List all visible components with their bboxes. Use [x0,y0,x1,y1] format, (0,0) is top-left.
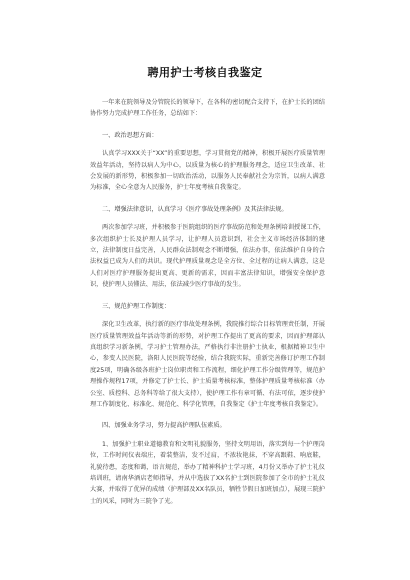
section-heading-study: 四、加强业务学习，努力提高护理队伍素质。 [102,422,226,430]
politics-paragraph: 认真学习XXX关于“XX”的重要思想，学习贯彻党的精神，积极开展医疗质量管理效益年活动，坚持以病人为中心，以质量为核心的护理服务理念，适应卫生改革、社会发展的新形势，积极参加一切政治活动，以服务人民奉献社会为宗旨，以病人满意为标准，全心全意为人民服务，护士年度考核自我鉴定。 [90,150,325,192]
section-heading-law: 二、增强法律意识，认真学习《医疗事故处理条例》及其法律法规。 [102,205,288,213]
document-body [90,97,325,507]
rules-paragraph: 深化卫生改革，执行新的医疗事故处理条例，我院推行综合目标管理责任制，开展医疗质量管理效益年活动等新的形势，对护理工作提出了更高的要求，因而护理部认真组织学习新条例，学习护士管理办法，严格执行非注册护士执业，根据精神卫生中心，参变人民医院，洛阳人民医院等经验，结合我院实际，重新完善修订护理工作制度25项，明确各级各班护士岗位职责和工作流程，细化护理工作分级管理等，规范护理操作规程17项，并修定了护士长、护士质量考核标准，整体护理质量考核标准（办公室、质控科、总务科等给了很大支持），使护理工作有章可循、有法可依，逐步使护理工作制度化、标准化、规范化、科学化管理，自我鉴定《护士年度考核自我鉴定》。 [90,321,325,408]
section-heading-rules: 三、规范护理工作制度： [102,302,171,310]
study-paragraph: 1、加强护士职业道德教育和文明礼貌服务，坚持文明用语，落实到每一个护理岗位，工作时间仪表端庄，着装整洁，发不过肩，不浓妆艳抹，不穿高跟鞋、响底鞋，礼貌待患，态度和蔼，语言规范，举办了精神科护士学习班，4月份又举办了护士礼仪培训班，请南华酒店老师指导，并从中选拔了XX名护士到医院参加了全市的护士礼仪大赛，并取得了优异的成绩（护理部及XX名队员，牺牲节假日加班加点），展现三院护士的风采，同时为三院争了光。 [90,440,325,505]
document-title: 聘用护士考核自我鉴定 [147,66,263,79]
section-heading-politics: 一、政治思想方面： [102,131,158,139]
intro-paragraph: 一年来在院领导及分管院长的领导下，在各科的密切配合支持下，在护士长的团结协作努力完成护理工作任务，总结如下： [90,99,325,118]
law-paragraph: 两次参加学习班，并积极参于医院组织的医疗事故防范和处理条例培训授课工作，多次组织护士长及护理人员学习，让护理人员意识到，社会主义市场经济体制的建立，法律制度日益完善，人民群众法制观念不断增强，依法办事，依法维护自身的合法权益已成为人们的共识。现代护理质量观念是全方位、全过程的让病人满意，这是人们对医疗护理服务提出更高、更新的需求，因而丰富法律知识，增强安全保护意识，使护理人员懂法、用法，依法减少医疗事故的发生。 [90,224,325,289]
